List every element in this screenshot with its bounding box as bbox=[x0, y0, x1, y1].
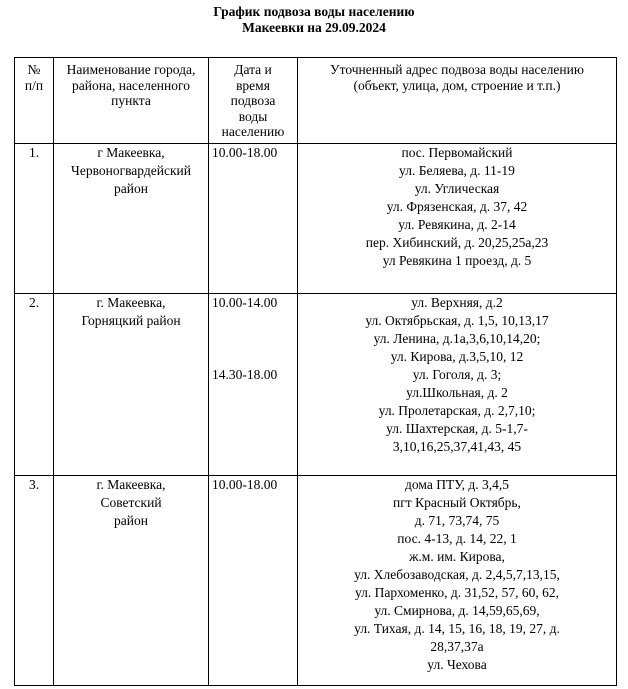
address-line: ж.м. им. Кирова, bbox=[409, 549, 505, 564]
location-line: район bbox=[114, 513, 148, 528]
location-line: г. Макеевка, bbox=[96, 295, 166, 310]
address-line: пос. 4-13, д. 14, 22, 1 bbox=[397, 531, 517, 546]
address-line: ул. Пролетарская, д. 2,7,10; bbox=[378, 403, 536, 418]
header-number bbox=[15, 58, 54, 144]
address-line: пер. Хибинский, д. 20,25,25а,23 bbox=[365, 235, 549, 250]
address-line: 28,37,37а bbox=[430, 639, 484, 654]
row-addresses bbox=[298, 476, 617, 686]
header-number-line: № bbox=[27, 62, 41, 77]
title-line-2: Макеевки на 29.09.2024 bbox=[242, 20, 386, 35]
location-line: Червоногвардейский bbox=[71, 163, 191, 178]
document-title bbox=[0, 4, 628, 36]
address-line: дома ПТУ, д. 3,4,5 bbox=[405, 477, 509, 492]
header-address bbox=[298, 58, 617, 144]
header-name-line: Наименование города, bbox=[66, 62, 196, 77]
row-addresses bbox=[298, 144, 617, 294]
address-line: ул. Хлебозаводская, д. 2,4,5,7,13,15, bbox=[354, 567, 560, 582]
address-line: ул. Чехова bbox=[427, 657, 487, 672]
address-line: пгт Красный Октябрь, bbox=[393, 495, 521, 510]
header-address-line: (объект, улица, дом, строение и т.п.) bbox=[353, 77, 561, 93]
address-line: 3,10,16,25,37,41,43, 45 bbox=[392, 439, 522, 454]
address-line: ул. Кирова, д.3,5,10, 12 bbox=[390, 349, 524, 364]
address-line: ул. Шахтерская, д. 5-1,7- bbox=[386, 421, 528, 436]
header-name-line: пункта bbox=[111, 93, 151, 108]
row-number: 3. bbox=[15, 476, 54, 686]
table-row bbox=[15, 144, 617, 294]
address-line: ул. Ленина, д.1а,3,6,10,14,20; bbox=[373, 331, 541, 346]
water-schedule-table bbox=[14, 57, 617, 686]
table-row bbox=[15, 294, 617, 476]
time-slot: 10.00-14.00 bbox=[212, 295, 278, 310]
location-line: г. Макеевка, bbox=[96, 477, 166, 492]
address-line: ул. Пархоменко, д. 31,52, 57, 60, 62, bbox=[354, 585, 560, 600]
address-line: д. 71, 73,74, 75 bbox=[414, 513, 500, 528]
address-line: ул. Фрязенская, д. 37, 42 bbox=[386, 199, 528, 214]
address-line: ул. Гоголя, д. 3; bbox=[412, 367, 502, 382]
row-location bbox=[54, 476, 209, 686]
row-time bbox=[209, 144, 298, 294]
location-line: Горняцкий район bbox=[81, 313, 181, 328]
header-time bbox=[209, 58, 298, 144]
address-line: ул. Беляева, д. 11-19 bbox=[399, 163, 515, 178]
row-number: 2. bbox=[15, 294, 54, 476]
title-line-1: График подвоза воды населению bbox=[213, 4, 415, 19]
table-header-row bbox=[15, 58, 617, 144]
header-time-line: время bbox=[236, 77, 270, 93]
header-time-line: населению bbox=[221, 124, 285, 139]
address-line: ул. Октябрьская, д. 1,5, 10,13,17 bbox=[365, 313, 549, 328]
header-address-line: Уточненный адрес подвоза воды населению bbox=[330, 62, 584, 77]
table-row bbox=[15, 476, 617, 686]
header-time-line: воды bbox=[238, 108, 268, 124]
row-addresses bbox=[298, 294, 617, 476]
header-number-line: п/п bbox=[24, 77, 44, 93]
header-name bbox=[54, 58, 209, 144]
address-line: ул. Смирнова, д. 14,59,65,69, bbox=[374, 603, 540, 618]
address-line: ул. Ревякина, д. 2-14 bbox=[398, 217, 516, 232]
address-line: ул. Тихая, д. 14, 15, 16, 18, 19, 27, д. bbox=[354, 621, 560, 636]
location-line: г Макеевка, bbox=[97, 145, 165, 160]
location-line: Советский bbox=[100, 495, 162, 510]
address-line: ул Ревякина 1 проезд, д. 5 bbox=[382, 253, 532, 268]
row-location bbox=[54, 144, 209, 294]
header-time-line: Дата и bbox=[234, 62, 272, 77]
row-time bbox=[209, 476, 298, 686]
location-line: район bbox=[114, 181, 148, 196]
header-time-line: подвоза bbox=[230, 93, 276, 108]
time-slot: 10.00-18.00 bbox=[212, 145, 278, 160]
time-slot: 14.30-18.00 bbox=[212, 367, 278, 382]
address-line: пос. Первомайский bbox=[401, 145, 513, 160]
address-line: ул.Школьная, д. 2 bbox=[406, 385, 508, 400]
row-time bbox=[209, 294, 298, 476]
address-line: ул. Верхняя, д.2 bbox=[411, 295, 503, 310]
row-number: 1. bbox=[15, 144, 54, 294]
row-location bbox=[54, 294, 209, 476]
time-slot: 10.00-18.00 bbox=[212, 477, 278, 492]
address-line: ул. Углическая bbox=[414, 181, 500, 196]
header-name-line: района, населенного bbox=[72, 77, 190, 93]
